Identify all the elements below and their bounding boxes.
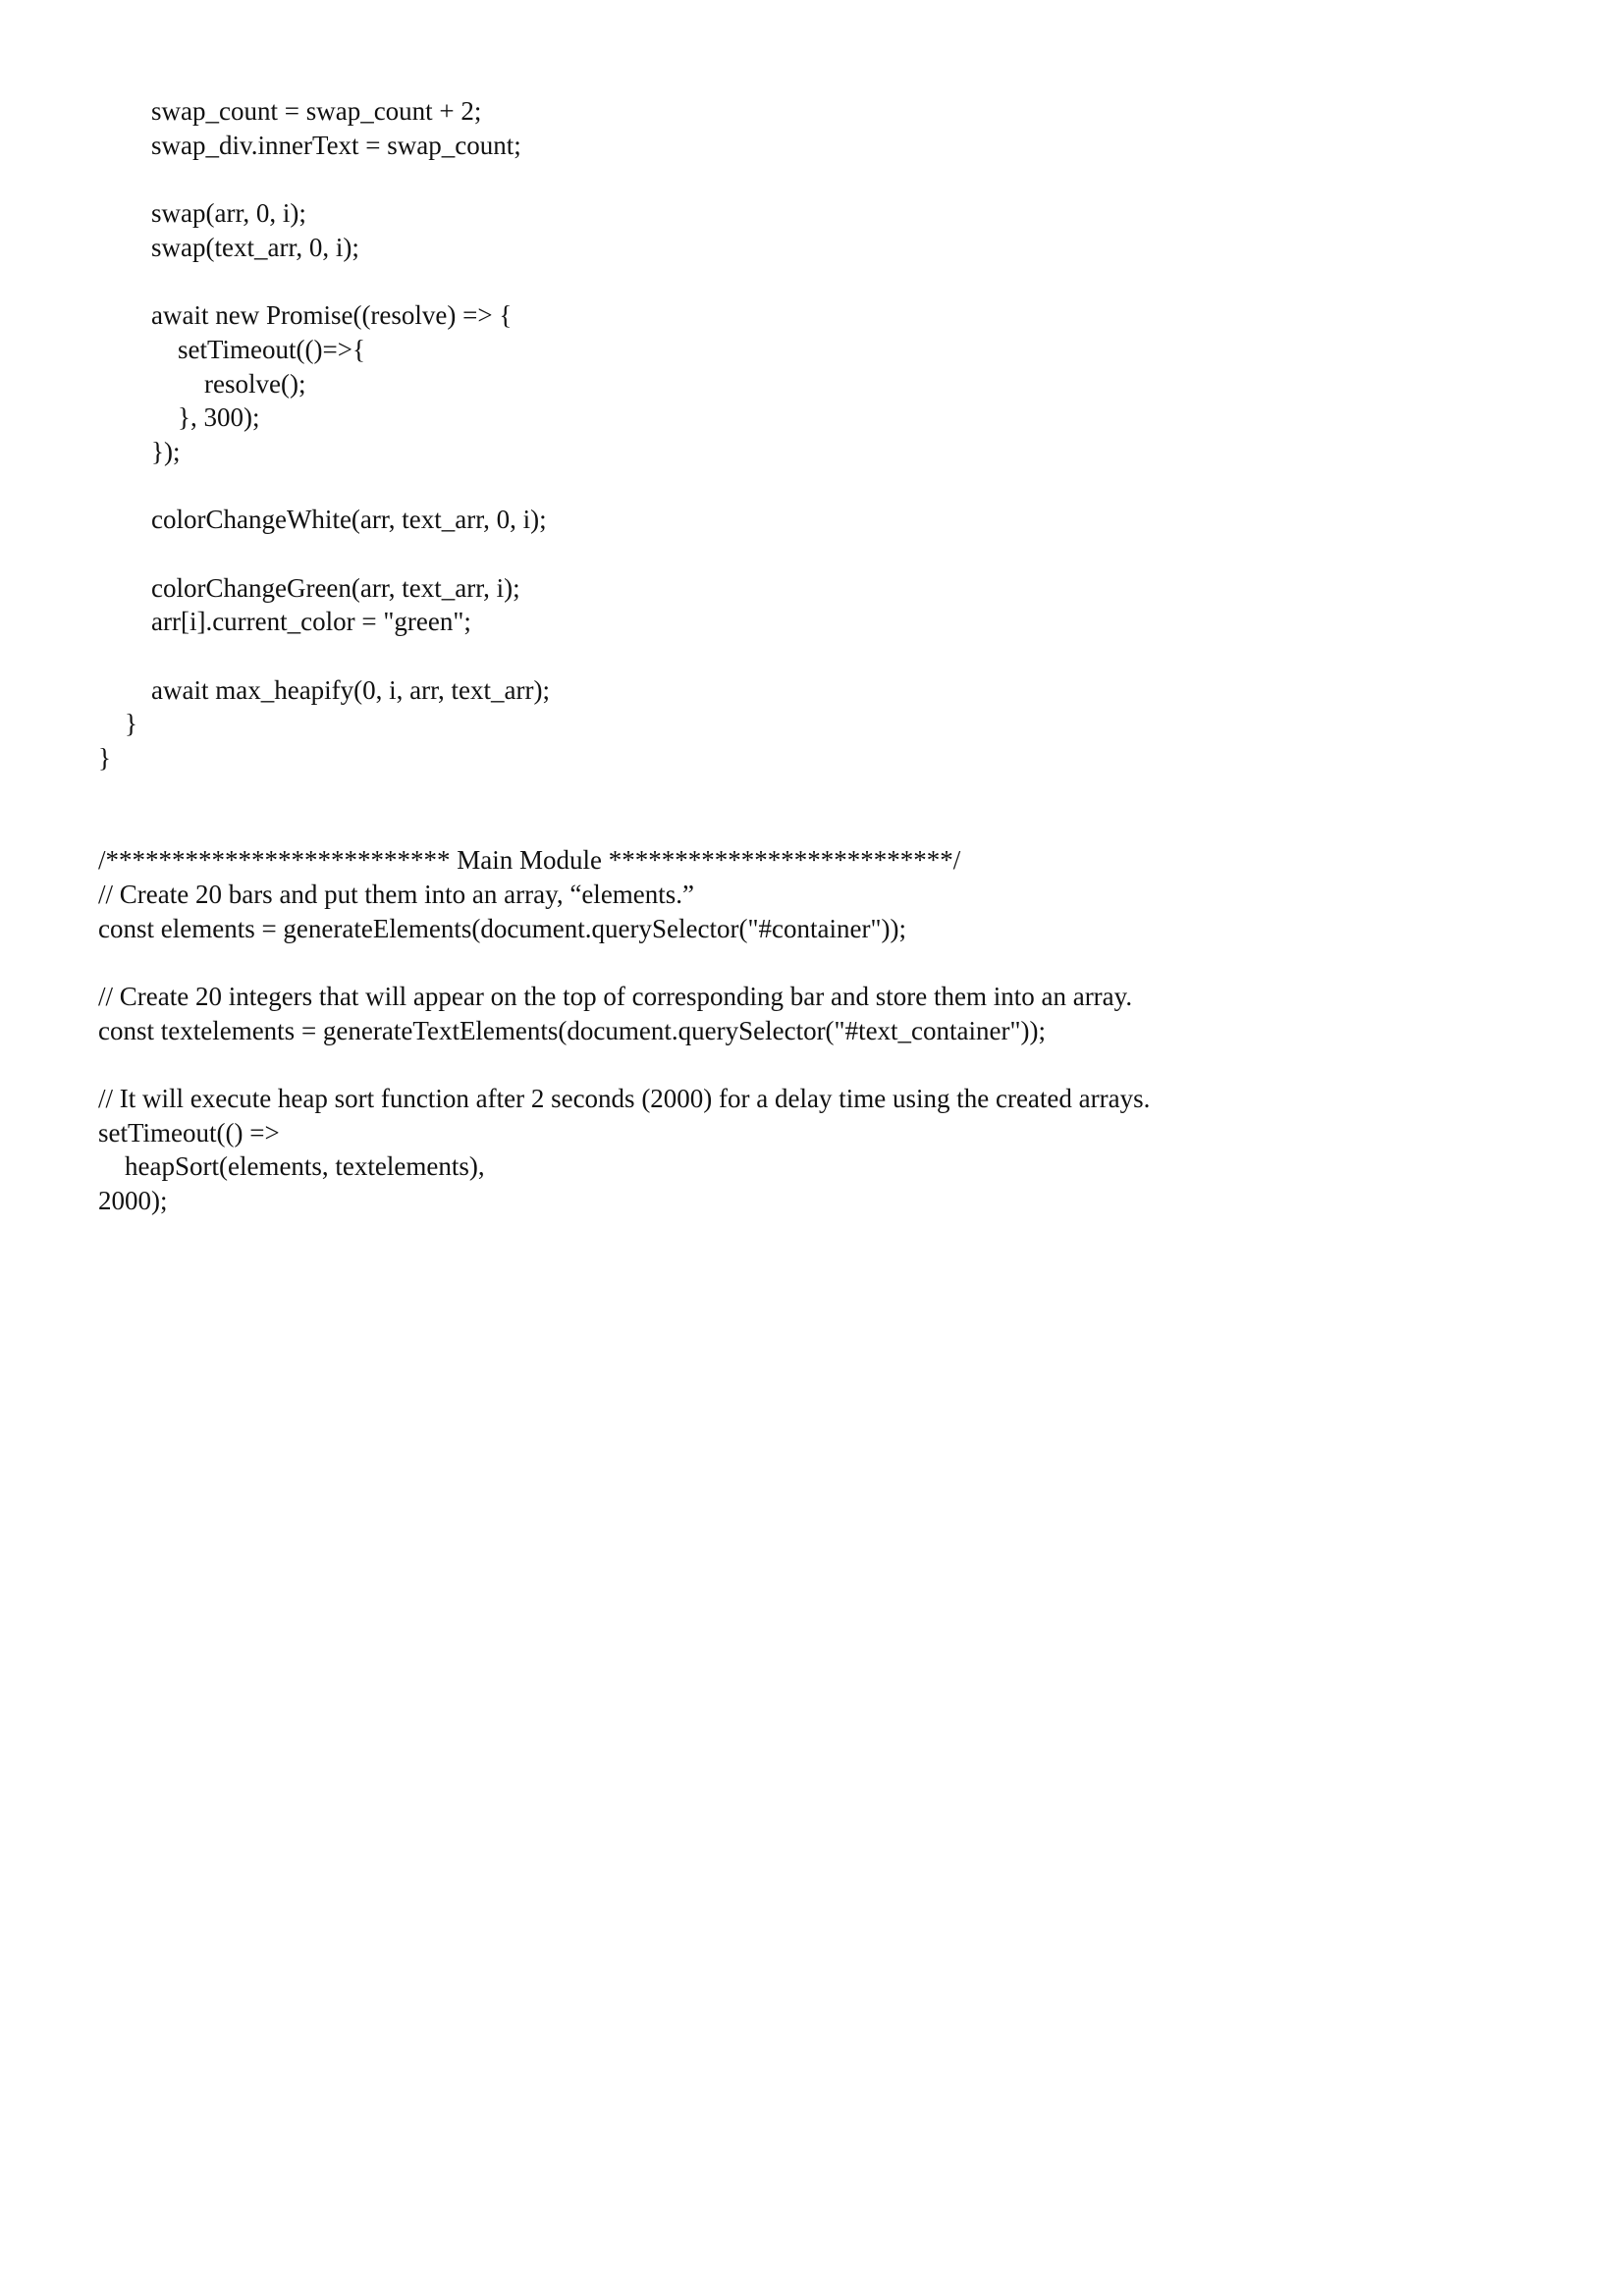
code-line: setTimeout(() =>	[98, 1117, 280, 1148]
code-line: const elements = generateElements(document.querySelector("#container"));	[98, 913, 906, 943]
section-banner-main-module: /************************** Main Module **************************/	[98, 845, 961, 876]
code-line: heapSort(elements, textelements),	[98, 1151, 485, 1182]
code-line: colorChangeWhite(arr, text_arr, 0, i);	[98, 505, 547, 535]
code-line: }	[98, 743, 111, 774]
code-listing	[98, 94, 1532, 1218]
code-line: swap_div.innerText = swap_count;	[98, 130, 521, 160]
code-line: await max_heapify(0, i, arr, text_arr);	[98, 674, 550, 705]
code-line	[98, 945, 1532, 980]
code-comment: // Create 20 bars and put them into an array, “elements.”	[98, 879, 695, 909]
code-line: colorChangeGreen(arr, text_arr, i);	[98, 572, 520, 603]
code-line: swap(arr, 0, i);	[98, 198, 306, 229]
code-line: swap(text_arr, 0, i);	[98, 232, 359, 262]
code-line: 2000);	[98, 1186, 168, 1215]
code-line	[98, 639, 1532, 673]
code-comment: // Create 20 integers that will appear on the top of corresponding bar and store them into an array.	[98, 981, 1133, 1011]
code-line	[98, 264, 1532, 298]
code-line: resolve();	[98, 368, 306, 399]
code-line: });	[98, 436, 181, 466]
code-line	[98, 809, 1532, 843]
code-line: const textelements = generateTextElements(document.querySelector("#text_container"));	[98, 1015, 1047, 1045]
code-line: swap_count = swap_count + 2;	[98, 96, 482, 126]
code-line	[98, 162, 1532, 196]
code-line	[98, 537, 1532, 571]
code-line	[98, 775, 1532, 810]
code-line: await new Promise((resolve) => {	[98, 300, 513, 331]
code-comment: // It will execute heap sort function after 2 seconds (2000) for a delay time using the created arrays.	[98, 1083, 1151, 1113]
code-line: arr[i].current_color = "green";	[98, 607, 471, 637]
code-line	[98, 1047, 1532, 1082]
code-line: }	[98, 709, 137, 739]
code-line: }, 300);	[98, 402, 260, 433]
code-line: setTimeout(()=>{	[98, 334, 365, 364]
code-line	[98, 469, 1532, 504]
